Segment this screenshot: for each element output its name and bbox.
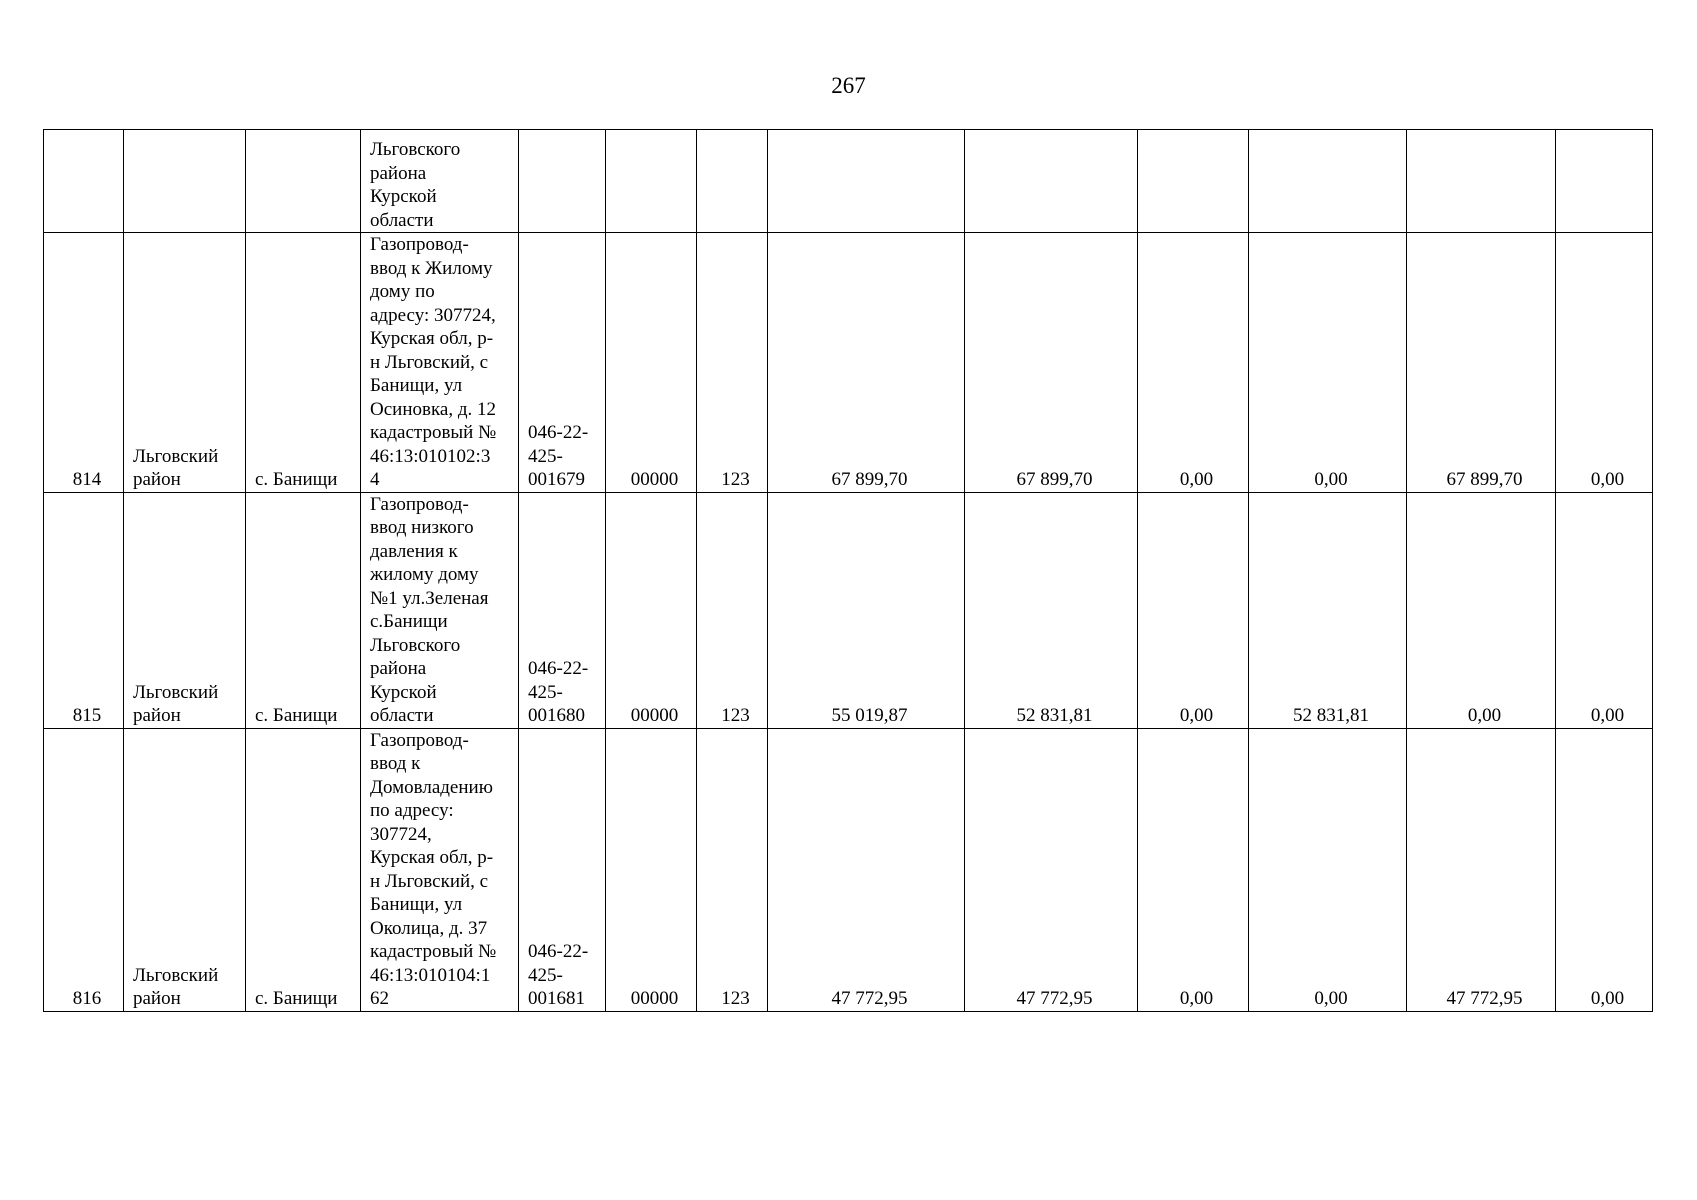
cell-num: 814	[44, 233, 124, 493]
cell-v4: 52 831,81	[1249, 492, 1407, 728]
cell-v5	[1407, 130, 1556, 233]
cell-c1: 00000	[606, 233, 697, 493]
cell-v2	[965, 130, 1138, 233]
cell-code: 046-22- 425- 001679	[519, 233, 606, 493]
cell-v3: 0,00	[1138, 728, 1249, 1011]
table-row	[44, 492, 1653, 728]
cell-v6: 0,00	[1556, 728, 1653, 1011]
cell-code	[519, 130, 606, 233]
page-number: 267	[831, 73, 866, 98]
cell-v6: 0,00	[1556, 492, 1653, 728]
cell-v4	[1249, 130, 1407, 233]
cell-num: 815	[44, 492, 124, 728]
cell-num: 816	[44, 728, 124, 1011]
cell-locality: с. Банищи	[246, 233, 361, 493]
cell-v1: 55 019,87	[768, 492, 965, 728]
cell-district: Льговский район	[124, 492, 246, 728]
cell-v5: 47 772,95	[1407, 728, 1556, 1011]
table-row	[44, 728, 1653, 1011]
cell-district: Льговский район	[124, 728, 246, 1011]
table-row	[44, 233, 1653, 493]
cell-v2: 47 772,95	[965, 728, 1138, 1011]
property-registry-table	[43, 129, 1653, 1012]
cell-c2: 123	[697, 728, 768, 1011]
cell-v2: 67 899,70	[965, 233, 1138, 493]
cell-v4: 0,00	[1249, 233, 1407, 493]
cell-v2: 52 831,81	[965, 492, 1138, 728]
cell-code: 046-22- 425- 001680	[519, 492, 606, 728]
cell-v3: 0,00	[1138, 233, 1249, 493]
cell-v1: 47 772,95	[768, 728, 965, 1011]
cell-v1: 67 899,70	[768, 233, 965, 493]
cell-c1: 00000	[606, 492, 697, 728]
cell-v4: 0,00	[1249, 728, 1407, 1011]
cell-v1	[768, 130, 965, 233]
cell-code: 046-22- 425- 001681	[519, 728, 606, 1011]
cell-c2	[697, 130, 768, 233]
cell-locality: с. Банищи	[246, 492, 361, 728]
cell-locality	[246, 130, 361, 233]
cell-v3	[1138, 130, 1249, 233]
cell-c2: 123	[697, 492, 768, 728]
cell-v3: 0,00	[1138, 492, 1249, 728]
cell-v6	[1556, 130, 1653, 233]
cell-v5: 0,00	[1407, 492, 1556, 728]
cell-description: Газопровод- ввод к Домовладению по адресу: 307724, Курская обл, р- н Льговский, с Банищи, ул Околица, д. 37 кадастровый № 46:13:010104:1 62	[361, 728, 519, 1011]
cell-description: Льговского района Курской области	[361, 130, 519, 233]
cell-c1	[606, 130, 697, 233]
cell-v5: 67 899,70	[1407, 233, 1556, 493]
cell-c1: 00000	[606, 728, 697, 1011]
cell-description: Газопровод- ввод к Жилому дому по адресу: 307724, Курская обл, р- н Льговский, с Банищи, ул Осиновка, д. 12 кадастровый № 46:13:010102:3 4	[361, 233, 519, 493]
table-row-continuation	[44, 130, 1653, 233]
cell-description: Газопровод- ввод низкого давления к жилому дому №1 ул.Зеленая с.Банищи Льговского района Курской области	[361, 492, 519, 728]
cell-district	[124, 130, 246, 233]
cell-district: Льговский район	[124, 233, 246, 493]
cell-c2: 123	[697, 233, 768, 493]
cell-v6: 0,00	[1556, 233, 1653, 493]
cell-num	[44, 130, 124, 233]
cell-locality: с. Банищи	[246, 728, 361, 1011]
